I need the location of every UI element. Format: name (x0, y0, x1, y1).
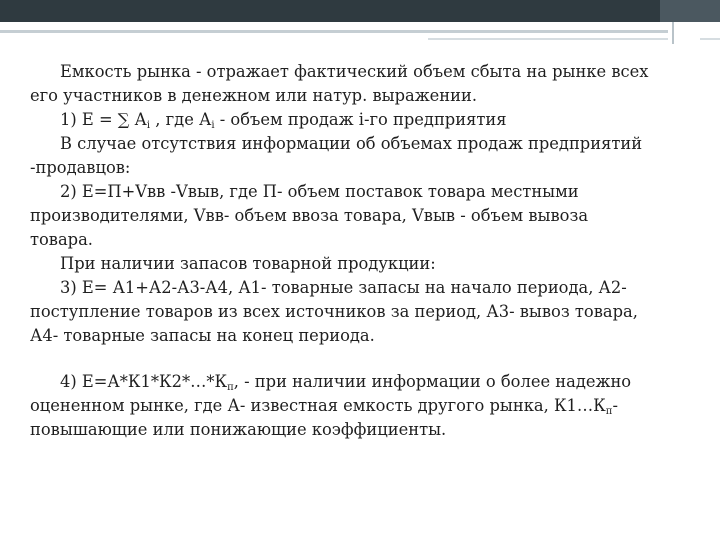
decorative-line (700, 38, 720, 40)
decorative-line (0, 30, 668, 33)
formula-4: 4) $Е=А*К1*К2*\dots*К_п$, - при наличии информации о более надежно (60, 372, 632, 393)
slide-body (30, 60, 690, 442)
formula-4-cont: оцененном рынке, где А- известная емкость другого рынка, $К1\dots К_п-$ (30, 396, 618, 417)
header-bar (0, 0, 720, 22)
header-accent (660, 0, 720, 22)
definition-line: его участников в денежном или натур. выражении. (30, 86, 478, 105)
decorative-line (428, 38, 668, 40)
formula-2-cont: производителями, Vвв- объем ввоза товара, Vвыв - объем вывоза (30, 206, 589, 225)
condition-line: В случае отсутствия информации об объемах продаж предприятий (60, 134, 643, 153)
condition-line: -продавцов: (30, 158, 131, 177)
formula-3-cont: поступление товаров из всех источников за период, А3- вывоз товара, (30, 302, 638, 321)
definition-line: Емкость рынка - отражает фактический объем сбыта на рынке всех (60, 62, 649, 81)
formula-2-cont: товара. (30, 230, 93, 249)
formula-1: 1) Е = ∑ $А_i$ , где $А_i$ - объем продаж i-го предприятия (60, 110, 507, 131)
decorative-divider (672, 22, 674, 44)
formula-4-cont: повышающие или понижающие коэффициенты. (30, 420, 447, 439)
formula-3-cont: А4- товарные запасы на конец периода. (30, 326, 375, 345)
formula-3: 3) Е= А1+А2-А3-А4, А1- товарные запасы на начало периода, А2- (60, 278, 627, 297)
formula-2: 2) Е=П+Vвв -Vвыв, где П- объем поставок товара местными (60, 182, 579, 201)
spacer (30, 348, 690, 370)
condition-line: При наличии запасов товарной продукции: (60, 254, 436, 273)
